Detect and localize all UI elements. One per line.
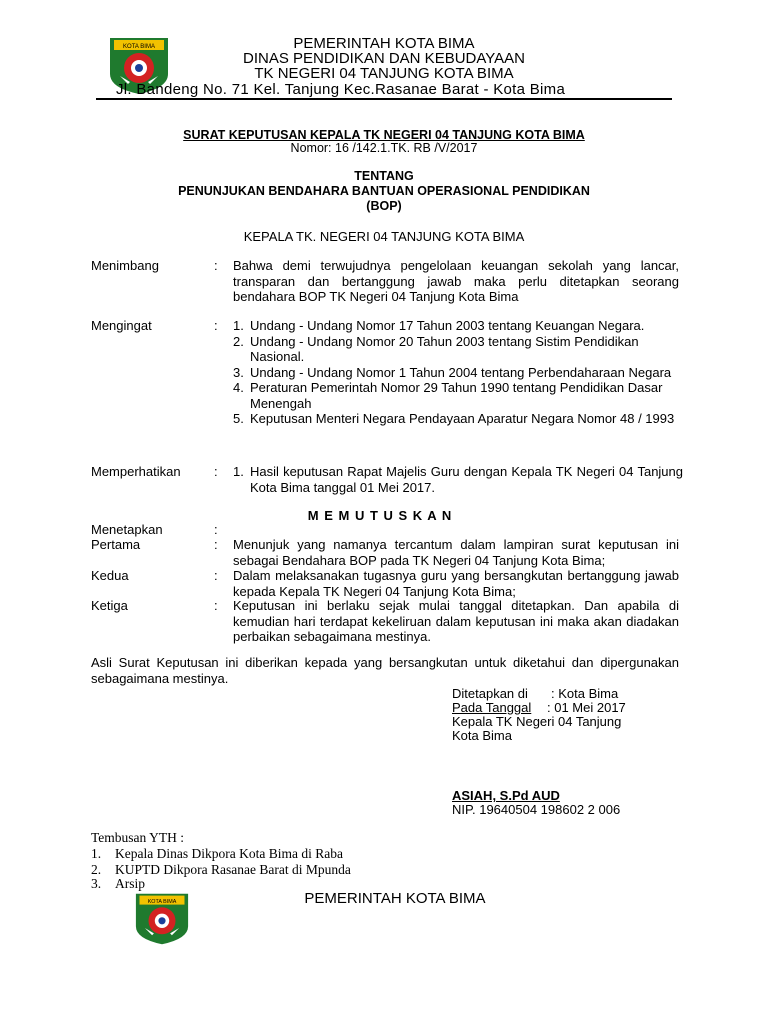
- mengingat-list: [233, 318, 683, 427]
- place-value: : Kota Bima: [551, 686, 619, 701]
- issuer-heading: KEPALA TK. NEGERI 04 TANJUNG KOTA BIMA: [243, 229, 525, 244]
- signer-name: ASIAH, S.Pd AUD: [452, 788, 560, 803]
- memutuskan-heading: M E M U T U S K A N: [307, 508, 453, 523]
- ketiga-label: Ketiga: [91, 598, 128, 613]
- date-label: Pada Tanggal: [452, 700, 532, 715]
- item-text: Hasil keputusan Rapat Majelis Guru dengan Kepala TK Negeri 04 Tanjung Kota Bima tanggal 01 Mei 2017.: [250, 464, 683, 495]
- item-text: Undang - Undang Nomor 17 Tahun 2003 tentang Keuangan Negara.: [250, 318, 645, 333]
- header-line-2: DINAS PENDIDIKAN DAN KEBUDAYAAN: [242, 50, 525, 67]
- place-label: Ditetapkan di: [452, 686, 528, 701]
- signer-nip: NIP. 19640504 198602 2 006: [452, 802, 621, 817]
- item-text: Peraturan Pemerintah Nomor 29 Tahun 1990 tentang Pendidikan Dasar Menengah: [250, 380, 663, 411]
- list-item: [233, 411, 683, 427]
- emblem-label: KOTA BIMA: [147, 898, 177, 905]
- memperhatikan-list: [233, 464, 683, 495]
- date-row: [452, 700, 642, 715]
- pertama-label: Pertama: [91, 537, 141, 552]
- pertama-text: Menunjuk yang namanya tercantum dalam lampiran surat keputusan ini sebagai Bendahara BOP pada TK Negeri 04 Tanjung Kota Bima;: [233, 537, 679, 568]
- item-number: 1.: [233, 464, 244, 479]
- list-item: [233, 334, 683, 365]
- tembusan-title: Tembusan YTH :: [91, 830, 185, 845]
- header-line-3: TK NEGERI 04 TANJUNG KOTA BIMA: [254, 65, 514, 82]
- menetapkan-label: Menetapkan: [91, 522, 163, 537]
- header-line-1: PEMERINTAH KOTA BIMA: [293, 35, 475, 52]
- list-item: [233, 380, 683, 411]
- header-divider: [96, 98, 672, 100]
- decree-title: SURAT KEPUTUSAN KEPALA TK NEGERI 04 TANJUNG KOTA BIMA: [183, 128, 585, 142]
- tembusan-item: [91, 846, 491, 862]
- closing-text: Asli Surat Keputusan ini diberikan kepada yang bersangkutan untuk diketahui dan dipergunakan sebagaimana mestinya.: [91, 655, 679, 686]
- kedua-label: Kedua: [91, 568, 129, 583]
- menimbang-label: Menimbang: [91, 258, 159, 273]
- kedua-colon: :: [214, 568, 218, 583]
- item-text: Undang - Undang Nomor 1 Tahun 2004 tentang Perbendaharaan Negara: [250, 364, 672, 380]
- mengingat-colon: :: [214, 318, 218, 333]
- list-item: [233, 365, 683, 381]
- ketiga-colon: :: [214, 598, 218, 613]
- memperhatikan-label: Memperhatikan: [91, 464, 181, 479]
- item-text: Undang - Undang Nomor 20 Tahun 2003 tentang Sistim Pendidikan Nasional.: [250, 333, 639, 364]
- item-text: KUPTD Dikpora Rasanae Barat di Mpunda: [115, 862, 351, 877]
- item-number: 3.: [233, 364, 244, 380]
- menimbang-text: Bahwa demi terwujudnya pengelolaan keuangan sekolah yang lancar, transparan dan bertanggung jawab maka perlu ditetapkan seorang bendahara BOP TK Negeri 04 Tanjung Kota Bima: [233, 258, 679, 304]
- next-page-header: PEMERINTAH KOTA BIMA: [304, 890, 486, 907]
- date-value: : 01 Mei 2017: [547, 700, 626, 715]
- signer-position-2: Kota Bima: [452, 728, 512, 743]
- pertama-colon: :: [214, 537, 218, 552]
- about-heading: TENTANG: [354, 169, 414, 183]
- menimbang-colon: :: [214, 258, 218, 273]
- subject-line-2: (BOP): [366, 199, 402, 213]
- decree-number: Nomor: 16 /142.1.TK. RB /V/2017: [290, 141, 478, 155]
- kedua-text: Dalam melaksanakan tugasnya guru yang bersangkutan bertanggung jawab kepada Kepala TK Negeri 04 Tanjung Kota Bima;: [233, 568, 679, 599]
- menetapkan-colon: :: [214, 522, 218, 537]
- item-text: Keputusan Menteri Negara Pendayaan Aparatur Negara Nomor 48 / 1993: [250, 411, 675, 426]
- emblem-label: KOTA BIMA: [123, 44, 155, 50]
- memperhatikan-colon: :: [214, 464, 218, 479]
- mengingat-label: Mengingat: [91, 318, 152, 333]
- item-number: 2.: [91, 862, 102, 877]
- signer-position-1: Kepala TK Negeri 04 Tanjung: [452, 714, 622, 729]
- item-number: 4.: [233, 380, 244, 395]
- ketiga-text: Keputusan ini berlaku sejak mulai tanggal ditetapkan. Dan apabila di kemudian hari terdapat kekeliruan dalam keputusan ini maka akan diadakan perbaikan sebagaimana mestinya.: [233, 598, 679, 644]
- item-number: 1.: [91, 846, 102, 861]
- item-number: 5.: [233, 411, 244, 426]
- subject-line-1: PENUNJUKAN BENDAHARA BANTUAN OPERASIONAL PENDIDIKAN: [178, 184, 590, 198]
- item-number: 2.: [233, 333, 244, 349]
- item-text: Kepala Dinas Dikpora Kota Bima di Raba: [115, 846, 343, 861]
- item-number: 1.: [233, 318, 244, 333]
- header-address: Jl. Bandeng No. 71 Kel. Tanjung Kec.Rasanae Barat - Kota Bima: [116, 81, 566, 98]
- list-item: [233, 318, 683, 334]
- item-number: 3.: [91, 876, 102, 891]
- item-text: Arsip: [115, 876, 145, 891]
- list-item: [233, 464, 683, 495]
